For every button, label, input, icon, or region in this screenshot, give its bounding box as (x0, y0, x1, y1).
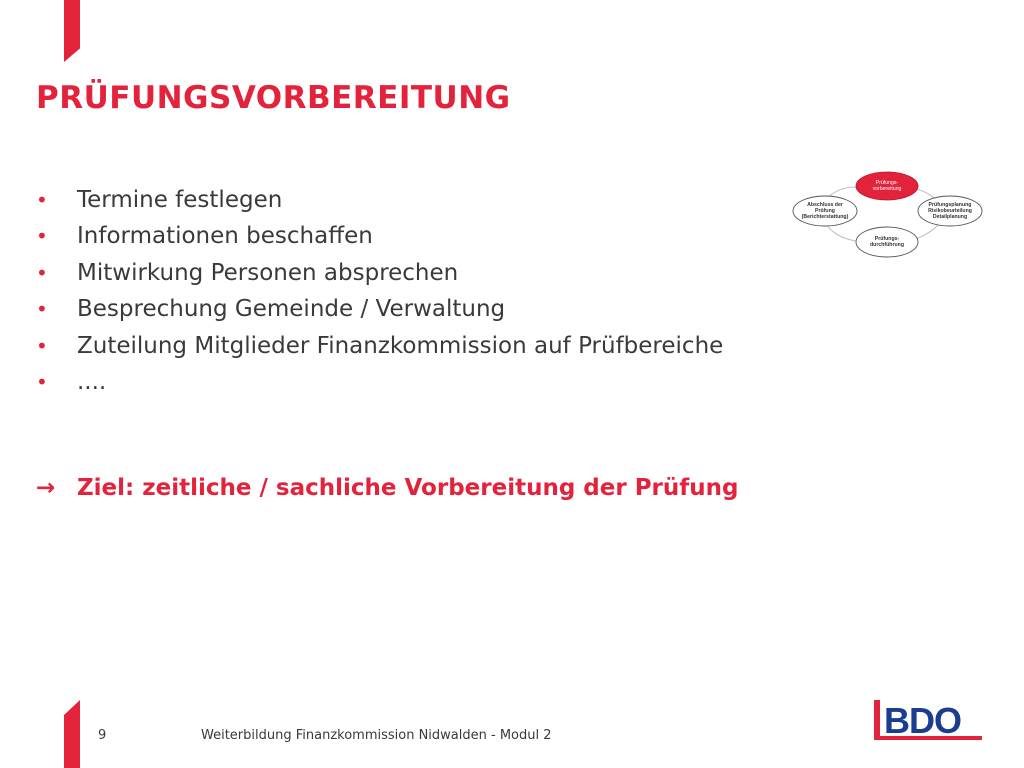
accent-bar-top (64, 0, 80, 62)
bullet-dot: • (36, 224, 48, 249)
bullet-item (36, 328, 723, 364)
bullet-dot: • (36, 333, 48, 358)
node-planning-line2: Risikobeurteilung (928, 208, 972, 214)
bullet-list (36, 182, 723, 400)
logo-text: BDO (884, 700, 961, 741)
accent-bar-bottom (64, 700, 80, 768)
bullet-item (36, 364, 723, 400)
process-cycle-svg (788, 165, 988, 260)
bullet-text: .... (77, 369, 107, 396)
node-completion-line2: Prüfung (815, 208, 835, 214)
node-preparation-line2: vorbereitung (872, 186, 902, 192)
bullet-item (36, 291, 723, 327)
node-planning-line3: Detailplanung (932, 214, 968, 220)
bullet-item (36, 255, 723, 291)
node-execution-line2: durchführung (870, 242, 904, 248)
bullet-dot: • (36, 260, 48, 285)
logo-red-bar (874, 700, 880, 738)
bullet-item (36, 218, 723, 254)
bullet-text: Informationen beschaffen (77, 223, 373, 250)
goal-text: Ziel: zeitliche / sachliche Vorbereitung der Prüfung (77, 475, 739, 501)
goal-statement (36, 475, 739, 501)
bullet-text: Besprechung Gemeinde / Verwaltung (77, 296, 506, 323)
bdo-logo (874, 698, 986, 742)
bdo-logo-svg (874, 698, 986, 742)
bullet-item (36, 182, 723, 218)
page-number: 9 (98, 728, 107, 743)
bullet-dot: • (36, 188, 48, 212)
node-execution-line1: Prüfungs- (874, 236, 900, 242)
footer-text: Weiterbildung Finanzkommission Nidwalden - Modul 2 (201, 728, 552, 743)
arrow-right-icon: → (36, 475, 56, 501)
slide-title: PRÜFUNGSVORBEREITUNG (36, 80, 511, 116)
node-completion-line3: (Berichterstattung) (801, 214, 849, 220)
bullet-text: Zuteilung Mitglieder Finanzkommission auf Prüfbereiche (77, 332, 724, 359)
bullet-dot: • (36, 370, 48, 395)
process-cycle-diagram (788, 165, 988, 260)
node-planning-line1: Prüfungsplanung (928, 202, 972, 208)
bullet-text: Termine festlegen (77, 187, 283, 213)
node-preparation-line1: Prüfungs- (875, 180, 899, 186)
bullet-dot: • (36, 297, 48, 322)
node-completion-line1: Abschluss der (807, 202, 843, 208)
bullet-text: Mitwirkung Personen absprechen (77, 259, 459, 286)
